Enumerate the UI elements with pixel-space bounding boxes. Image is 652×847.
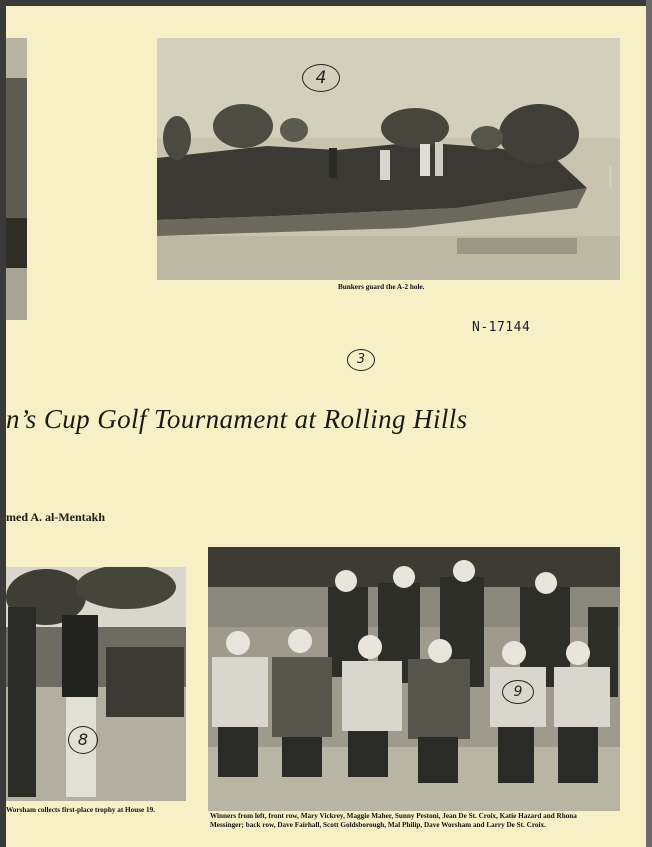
trophy-photo xyxy=(6,567,186,801)
mark-8-text: 8 xyxy=(77,730,89,749)
bleed-through-text xyxy=(612,306,646,346)
article-title: n’s Cup Golf Tournament at Rolling Hills xyxy=(6,404,468,434)
archive-stamp-number: N-17144 xyxy=(472,320,531,335)
mark-9-text: 9 xyxy=(513,684,523,700)
mark-4-text: 4 xyxy=(315,68,327,88)
winners-photo xyxy=(208,547,620,811)
winners-caption-line-1: Winners from left, front row, Mary Vickrey, Maggie Maher, Sunny Pestoni, Jean De St. Croix, Katie Hazard and Rhona xyxy=(210,812,577,820)
photo-number-mark-4 xyxy=(302,64,340,92)
photo-number-mark-8 xyxy=(68,726,98,754)
photo-number-mark-9 xyxy=(502,680,534,704)
magazine-page xyxy=(6,6,646,847)
bunkers-photo xyxy=(157,38,620,280)
article-byline: med A. al-Mentakh xyxy=(6,510,105,524)
trophy-caption: Worsham collects first-place trophy at House 19. xyxy=(6,806,155,814)
cropped-left-photo xyxy=(6,38,27,320)
winners-caption-line-2: Messinger; back row, Dave Fairhall, Scott Goldsborough, Mal Philip, Dave Worsham and Larry De St. Croix. xyxy=(210,821,546,829)
bunkers-caption: Bunkers guard the A-2 hole. xyxy=(338,283,425,291)
page-mark-text: 3 xyxy=(356,352,366,367)
winners-caption xyxy=(210,812,630,830)
page-number-mark xyxy=(347,349,375,371)
scan-border xyxy=(646,0,652,847)
